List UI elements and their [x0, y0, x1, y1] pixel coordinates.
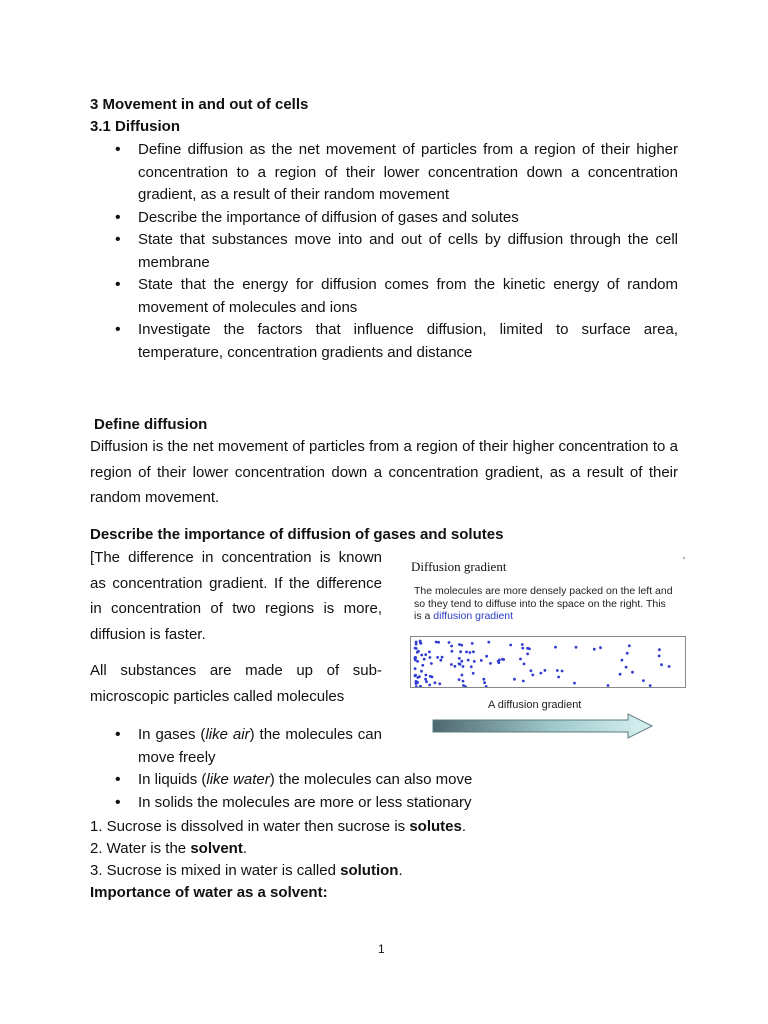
molecule-dot	[415, 685, 418, 687]
molecule-dot	[573, 682, 576, 685]
solids-item: • In solids the molecules are more or less stationary	[112, 792, 472, 815]
concentration-gradient-paragraph: [The difference in concentration is known as concentration gradient. If the difference in concentration of two regions is more, diffusion is faster.	[90, 549, 382, 643]
molecule-dot	[430, 662, 433, 665]
molecule-dot	[467, 659, 470, 662]
molecule-dot	[461, 674, 464, 677]
molecule-dot	[437, 641, 440, 644]
molecule-dot	[540, 672, 543, 675]
molecule-dot	[459, 650, 462, 653]
molecule-dot	[530, 669, 533, 672]
molecule-dot	[428, 684, 431, 687]
molecule-dot	[429, 656, 432, 659]
define-diffusion-heading: Define diffusion	[94, 416, 208, 433]
molecule-dot	[575, 646, 578, 649]
molecule-dot	[660, 663, 663, 666]
molecule-dot	[438, 682, 441, 685]
figure-description	[414, 585, 674, 623]
objective-item: • State that the energy for diffusion comes from the kinetic energy of random movement of molecules and ions	[112, 274, 678, 319]
molecule-dot	[607, 684, 610, 687]
molecule-dot	[625, 666, 628, 669]
molecule-dot	[424, 678, 427, 681]
molecule-dot	[473, 660, 476, 663]
molecule-dot	[497, 661, 500, 664]
molecule-dot	[419, 685, 422, 687]
molecule-box	[410, 636, 686, 688]
molecule-dot	[421, 664, 424, 667]
molecule-dot	[415, 647, 418, 650]
molecule-dot	[448, 641, 451, 644]
molecule-dot	[414, 667, 417, 670]
molecule-dot	[513, 678, 516, 681]
molecule-dot	[441, 656, 444, 659]
molecule-dot	[472, 650, 475, 653]
molecule-dot	[439, 659, 442, 662]
molecule-dot	[458, 657, 461, 660]
page-number: 1	[378, 942, 385, 956]
molecule-dot	[419, 640, 422, 643]
molecule-dot	[554, 646, 557, 649]
molecule-dots	[411, 637, 685, 687]
molecule-dot	[599, 646, 602, 649]
molecule-dot	[425, 674, 428, 677]
objective-item: • State that substances move into and out of cells by diffusion through the cell membrane	[112, 229, 678, 274]
molecule-dot	[458, 643, 461, 646]
molecule-dot	[658, 655, 661, 658]
molecule-dot	[450, 663, 453, 666]
molecule-dot	[485, 655, 488, 658]
molecule-dot	[416, 681, 419, 684]
molecule-dot	[458, 678, 461, 681]
molecule-dot	[465, 651, 468, 654]
gases-item: • In gases (like air) the molecules can move freely	[112, 724, 382, 769]
molecule-dot	[472, 672, 475, 675]
molecule-dot	[434, 681, 437, 684]
molecule-dot	[509, 644, 512, 647]
objective-item: • Describe the importance of diffusion of gases and solutes	[112, 207, 678, 230]
learning-objectives-list	[112, 139, 678, 364]
molecule-dot	[621, 659, 624, 662]
molecule-dot	[417, 650, 420, 653]
molecule-dot	[649, 684, 652, 687]
molecule-dot	[523, 663, 526, 666]
molecule-dot	[416, 676, 419, 679]
molecule-dot	[470, 665, 473, 668]
molecules-paragraph: All substances are made up of sub-microscopic particles called molecules	[90, 662, 382, 705]
molecule-dot	[480, 659, 483, 662]
figure-description-text: The molecules are more densely packed on the left and so they tend to diffuse into the space on the right. This is a	[414, 585, 673, 623]
molecule-dot	[485, 685, 488, 687]
molecule-dot	[423, 658, 426, 661]
molecule-dot	[501, 658, 504, 661]
objective-item: • Define diffusion as the net movement of particles from a region of their higher concentration to a region of their lower concentration down a concentration gradient, as a result of their random movement	[112, 139, 678, 207]
molecule-dot	[626, 652, 629, 655]
molecule-dot	[668, 665, 671, 668]
figure-title: Diffusion gradient	[411, 559, 507, 574]
molecule-dot	[482, 678, 485, 681]
molecule-dot	[561, 670, 564, 673]
molecule-dot	[521, 643, 524, 646]
molecule-dot	[414, 674, 417, 677]
numbered-line: 3. Sucrose is mixed in water is called solution.	[90, 862, 403, 879]
molecule-dot	[528, 647, 531, 650]
molecule-dot	[593, 648, 596, 651]
chapter-heading: 3 Movement in and out of cells	[90, 96, 309, 113]
molecule-dot	[521, 647, 524, 650]
figure-caption-text: A diffusion gradient	[488, 699, 582, 711]
liquids-item: • In liquids (like water) the molecules can also move	[112, 769, 472, 792]
define-diffusion-body: Diffusion is the net movement of particles from a region of their higher concentration to a region of their lower concentration down a concentration gradient, as a result of their random movement.	[90, 438, 678, 506]
molecule-dot	[531, 674, 534, 677]
numbered-line: 1. Sucrose is dissolved in water then sucrose is solutes.	[90, 818, 467, 835]
molecule-dot	[424, 653, 427, 656]
molecule-dot	[454, 665, 457, 668]
numbered-line: 2. Water is the solvent.	[90, 840, 247, 857]
molecule-dot	[557, 676, 560, 679]
molecule-dot	[522, 680, 525, 683]
molecule-dot	[544, 669, 547, 672]
molecule-dot	[436, 656, 439, 659]
molecule-dot	[487, 641, 490, 644]
molecule-dot	[420, 670, 423, 673]
molecule-dot	[415, 643, 418, 646]
molecule-dot	[556, 669, 559, 672]
figure-description-highlight: diffusion gradient	[433, 610, 514, 623]
importance-heading: Describe the importance of diffusion of gases and solutes	[90, 526, 504, 543]
molecule-dot	[471, 642, 474, 645]
molecule-dot	[658, 648, 661, 651]
molecule-dot	[628, 644, 631, 647]
molecule-dot	[526, 653, 529, 656]
molecule-dot	[462, 665, 465, 668]
molecule-dot	[642, 679, 645, 682]
molecule-dot	[631, 671, 634, 674]
molecule-dot	[435, 641, 438, 644]
molecule-dot	[489, 662, 492, 665]
molecule-dot	[619, 673, 622, 676]
figure-corner-mark: '	[683, 556, 685, 567]
molecule-dot	[451, 650, 454, 653]
molecule-dot	[450, 645, 453, 648]
molecule-dot	[460, 660, 463, 663]
water-solvent-heading: Importance of water as a solvent:	[90, 884, 328, 901]
molecule-dot	[414, 658, 417, 661]
molecule-dot	[462, 680, 465, 683]
molecule-dot	[420, 654, 423, 657]
molecule-dot	[429, 675, 432, 678]
objective-item: • Investigate the factors that influence diffusion, limited to surface area, temperature, concentration gradients and distance	[112, 319, 678, 364]
molecule-dot	[425, 680, 428, 683]
molecule-dot	[483, 681, 486, 684]
molecule-dot	[519, 658, 522, 661]
states-of-matter-list	[112, 724, 472, 814]
molecule-dot	[428, 651, 431, 654]
section-heading: 3.1 Diffusion	[90, 118, 181, 135]
molecule-dot	[458, 662, 461, 665]
molecule-dot	[469, 651, 472, 654]
